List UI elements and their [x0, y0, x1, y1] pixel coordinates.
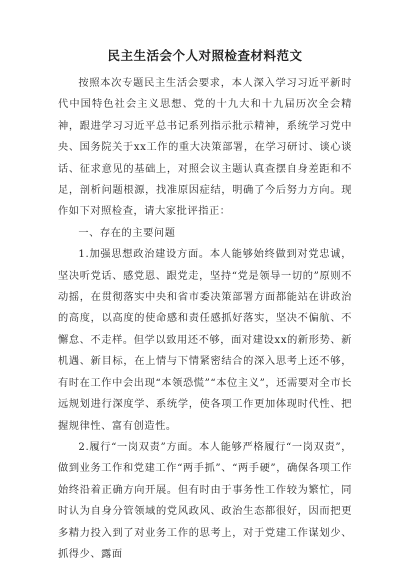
intro-paragraph: 按照本次专题民主生活会要求，本人深入学习习近平新时代中国特色社会主义思想、党的十九大和十九届历次全会精神，跟进学习习近平总书记系列指示批示精神，系统学习党中央、国务院关于xx工作的重大决策部署，在学习研讨、谈心谈话、征求意见的基础上，对照会议主题认真查摆自身差距和不足，剖析问题根源，找准原因症结，明确了今后努力方向。现作如下对照检查，请大家批评指正： [58, 78, 352, 218]
item-2-paragraph: 2.履行“一岗双责”方面。本人能够严格履行“一岗双责”，做到业务工作和党建工作“两手抓”、“两手硬”，确保各项工作始终沿着正确方向开展。但有时由于事务性工作较为繁忙，同时认为自身分管领域的党风政风、政治生态都很好，因而把更多精力投入到了对业务工作的思考上，对于党建工作谋划少、抓得少、露面 [58, 441, 352, 560]
document-body [58, 73, 352, 565]
item-1-paragraph: 1.加强思想政治建设方面。本人能够始终做到对党忠诚，坚决听党话、感党恩、跟党走，坚持“党是领导一切的”原则不动摇，在贯彻落实中央和省市委决策部署方面都能站在讲政治的高度，以高度的使命感和责任感抓好落实，坚决不偏航、不懈怠、不走样。但学以致用还不够，面对建设xx的新形势、新机遇、新目标，在上情与下情紧密结合的深入思考上还不够，有时在工作中会出现“本领恐慌”“本位主义”，还需要对全市长远规划进行深度学、系统学，使各项工作更加体现时代性、把握规律性、富有创造性。 [58, 249, 352, 432]
section-heading: 一、存在的主要问题 [78, 227, 176, 239]
document-title: 民主生活会个人对照检查材料范文 [107, 48, 303, 63]
